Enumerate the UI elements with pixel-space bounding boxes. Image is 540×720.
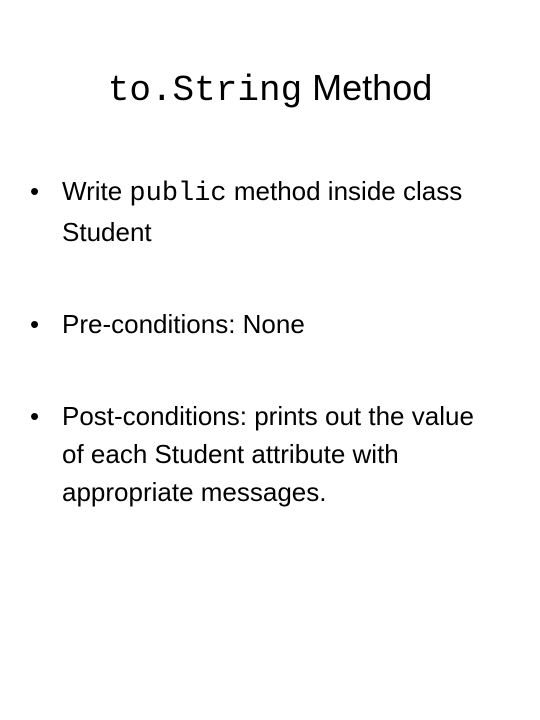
bullet-icon: • — [30, 401, 40, 431]
bullet-icon: • — [30, 176, 40, 206]
bullet-code: public — [129, 179, 227, 209]
bullet-text-after: method inside class Student — [62, 176, 463, 247]
bullet-item-postconditions — [30, 397, 490, 511]
bullet-list — [30, 172, 490, 511]
bullet-icon: • — [30, 309, 40, 339]
slide-title — [0, 64, 540, 115]
bullet-item-preconditions — [30, 305, 490, 343]
bullet-text-before: Write — [62, 176, 130, 206]
bullet-text: Pre-conditions: None — [62, 309, 305, 339]
title-text: Method — [302, 67, 433, 108]
title-code: to.String — [107, 70, 303, 111]
bullet-item-write-method — [30, 172, 490, 251]
bullet-text: Post-conditions: prints out the value of each Student attribute with appropriate messages. — [62, 401, 474, 507]
